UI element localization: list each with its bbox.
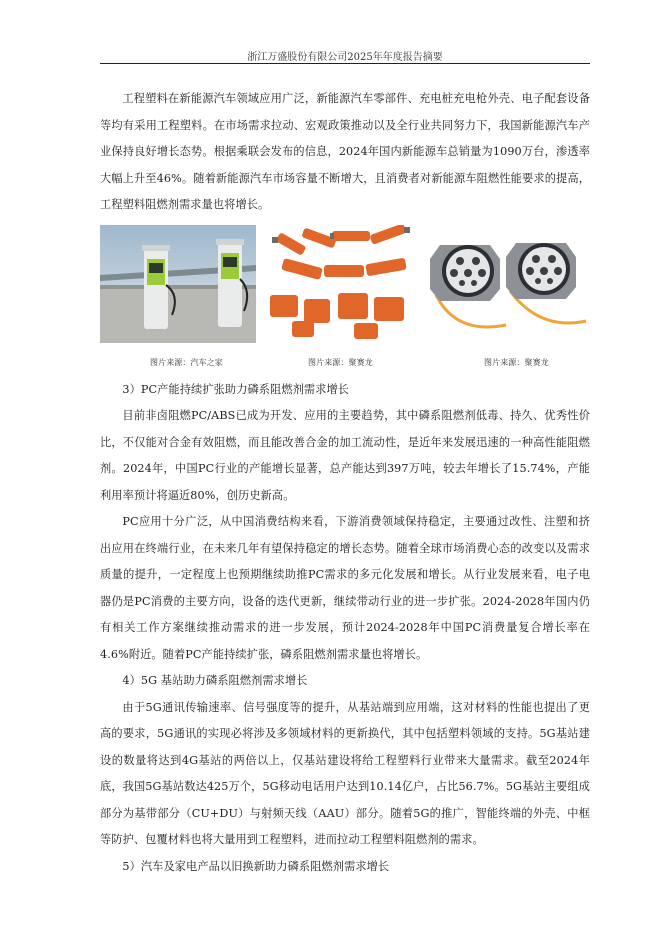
paragraph-pc-flame-retardant: 目前非卤阻燃PC/ABS已成为开发、应用的主要趋势，其中磷系阻燃剂低毒、持久、优秀性价比，不仅能对合金有效阻燃，而且能改善合金的加工流动性，是近年来发展迅速的一种高性能阻燃剂。2024年，中国PC行业的产能增长显著，总产能达到397万吨，较去年增长了15.74%，产能利用率预计将逼近80%，创历史新高。 bbox=[100, 409, 590, 502]
section-heading-5g: 4）5G 基站助力磷系阻燃剂需求增长 bbox=[122, 674, 308, 687]
section-heading-trade-in: 5）汽车及家电产品以旧换新助力磷系阻燃剂需求增长 bbox=[122, 859, 390, 873]
paragraph-5g-base-station: 由于5G通讯传输速率、信号强度等的提升，从基站端到应用端，这对材料的性能也提出了更高的要求，5G通讯的实现必将涉及多领域材料的更新换代，其中包括塑料领域的支持。5G基站建设的数量将达到4G基站的两倍以上，仅基站建设将给工程塑料行业带来大量需求。截至2024年底，我国5G基站数达425万个，5G移动电话用户达到10.14亿户，占比56.7%。5G基站主要组成部分为基带部分（CU+DU）与射频天线（AAU）部分。随着5G的推广，智能终端的外壳、中框等防护、包覆材料也将大量用到工程塑料，进而拉动工程塑料阻燃剂的需求。 bbox=[100, 700, 590, 846]
figure-captions bbox=[100, 355, 590, 377]
header-rule bbox=[100, 63, 590, 64]
figure-row bbox=[100, 225, 590, 355]
figure-caption: 图片来源：汽车之家 bbox=[150, 357, 223, 367]
charging-plug-photo bbox=[426, 225, 590, 343]
paragraph-pc-application: PC应用十分广泛，从中国消费结构来看，下游消费领域保持稳定，主要通过改性、注塑和挤出应用在终端行业，在未来几年有望保持稳定的增长态势。随着全球市场消费心态的改变以及需求质量的提升，一定程度上也预期继续助推PC需求的多元化发展和增长。从行业发展来看，电子电器仍是PC消费的主要方向，设备的迭代更新，继续带动行业的进一步扩张。2024-2028年国内仍有相关工作方案继续推动需求的进一步发展，预计2024-2028年中国PC消费量复合增长率在4.6%附近。随着PC产能持续扩张，磷系阻燃剂需求量也将增长。 bbox=[100, 515, 590, 661]
document-body bbox=[100, 86, 590, 880]
charging-station-photo bbox=[100, 225, 256, 343]
figure-caption: 图片来源：聚赛龙 bbox=[484, 357, 549, 367]
page-header: 浙江万盛股份有限公司2025年年度报告摘要 bbox=[247, 52, 443, 63]
section-heading-pc: 3）PC产能持续扩张助力磷系阻燃剂需求增长 bbox=[122, 382, 350, 396]
paragraph-engineering-plastics: 工程塑料在新能源汽车领域应用广泛，新能源汽车零部件、充电桩充电枪外壳、电子配套设备等均有采用工程塑料。在市场需求拉动、宏观政策推动以及全行业共同努力下，我国新能源汽车产业保持良好增长态势。根据乘联会发布的信息，2024年国内新能源车总销量为1090万台，渗透率大幅上升至46%。随着新能源汽车市场容量不断增大，且消费者对新能源车阻燃性能要求的提高，工程塑料阻燃剂需求量也将增长。 bbox=[100, 92, 590, 211]
figure-caption: 图片来源：聚赛龙 bbox=[308, 357, 373, 367]
charging-connectors-photo bbox=[262, 225, 420, 343]
